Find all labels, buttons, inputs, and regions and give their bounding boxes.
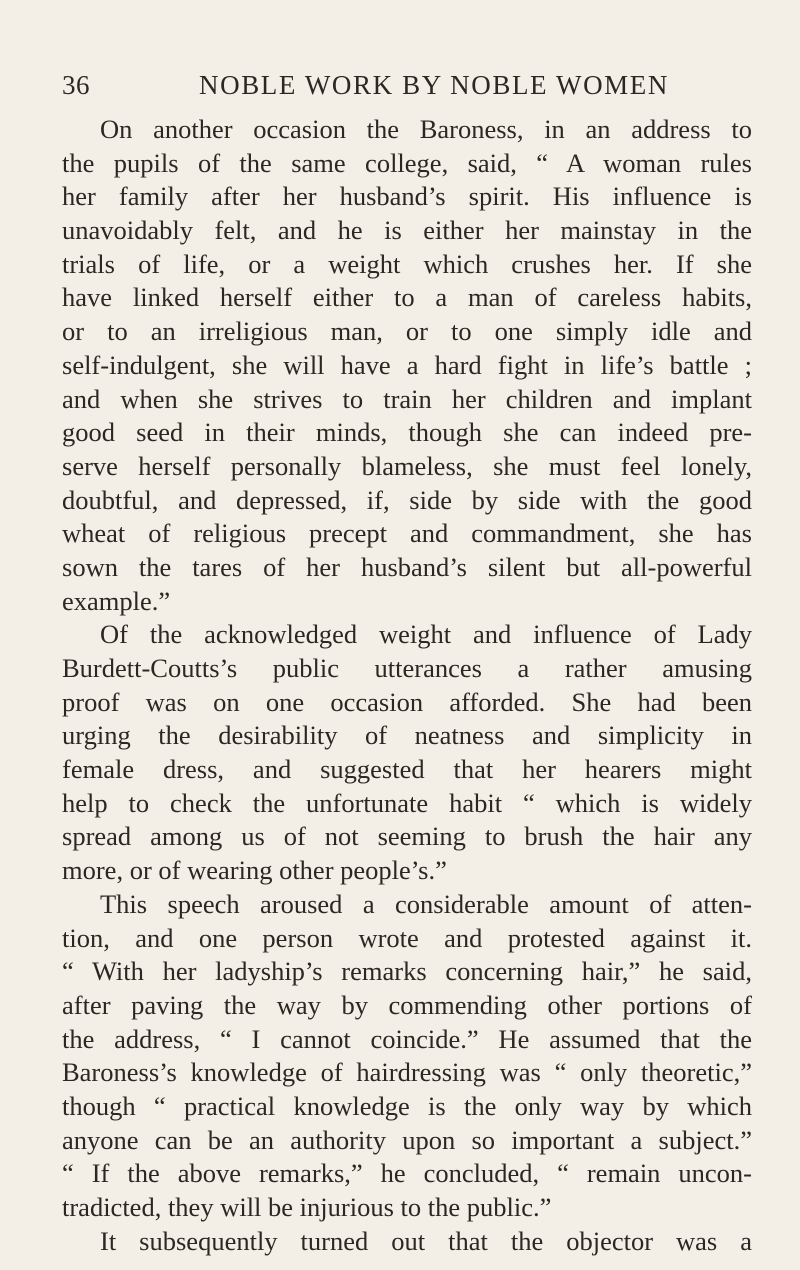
text-line: self-indulgent, she will have a hard fight in life’s battle ; [62, 349, 752, 380]
running-title: NOBLE WORK BY NOBLE WOMEN [199, 70, 669, 100]
text-line: though “ practical knowledge is the only way by which [62, 1090, 752, 1121]
text-line: after paving the way by commending other portions of [62, 989, 752, 1020]
text-line: and when she strives to train her children and implant [62, 383, 752, 414]
text-line: the pupils of the same college, said, “ A woman rules [62, 147, 752, 178]
text-line: urging the desirability of neatness and simplicity in [62, 720, 752, 751]
text-line: “ If the above remarks,” he concluded, “ remain uncon- [62, 1158, 752, 1189]
text-line: proof was on one occasion afforded. She had been [62, 686, 752, 717]
text-line: anyone can be an authority upon so important a subject.” [62, 1124, 752, 1155]
running-head [62, 70, 752, 110]
body-text [62, 113, 752, 1258]
text-line: more, or of wearing other people’s.” [62, 855, 447, 886]
text-line: unavoidably felt, and he is either her mainstay in the [62, 215, 752, 246]
text-line: trials of life, or a weight which crushes her. If she [62, 248, 752, 279]
text-line: sown the tares of her husband’s silent but all-powerful [62, 551, 752, 582]
text-line: Burdett-Coutts’s public utterances a rather amusing [62, 653, 752, 683]
text-line: the address, “ I cannot coincide.” He assumed that the [62, 1023, 752, 1054]
text-line: help to check the unfortunate habit “ which is widely [62, 787, 752, 818]
text-line: tion, and one person wrote and protested against it. [62, 922, 752, 953]
text-line: tradicted, they will be injurious to the public.” [62, 1192, 552, 1222]
text-line: It subsequently turned out that the objector was a [100, 1225, 752, 1256]
text-line: example.” [62, 585, 171, 616]
text-line: serve herself personally blameless, she must feel lonely, [62, 450, 752, 481]
text-line: or to an irreligious man, or to one simply idle and [62, 316, 752, 347]
text-line: female dress, and suggested that her hearers might [62, 754, 752, 785]
text-line: her family after her husband’s spirit. His influence is [62, 181, 752, 212]
page-number: 36 [62, 70, 90, 100]
text-line: On another occasion the Baroness, in an address to [100, 114, 752, 144]
text-line: wheat of religious precept and commandment, she has [62, 518, 752, 549]
text-line: spread among us of not seeming to brush the hair any [62, 821, 752, 852]
text-line: Baroness’s knowledge of hairdressing was “ only theoretic,” [62, 1057, 752, 1088]
text-line: Of the acknowledged weight and influence of Lady [100, 619, 752, 650]
text-line: have linked herself either to a man of careless habits, [62, 282, 752, 313]
text-line: good seed in their minds, though she can indeed pre- [62, 417, 752, 448]
text-line: This speech aroused a considerable amount of atten- [100, 888, 752, 919]
text-line: “ With her ladyship’s remarks concerning hair,” he said, [62, 956, 752, 987]
text-line: doubtful, and depressed, if, side by side with the good [62, 484, 752, 515]
